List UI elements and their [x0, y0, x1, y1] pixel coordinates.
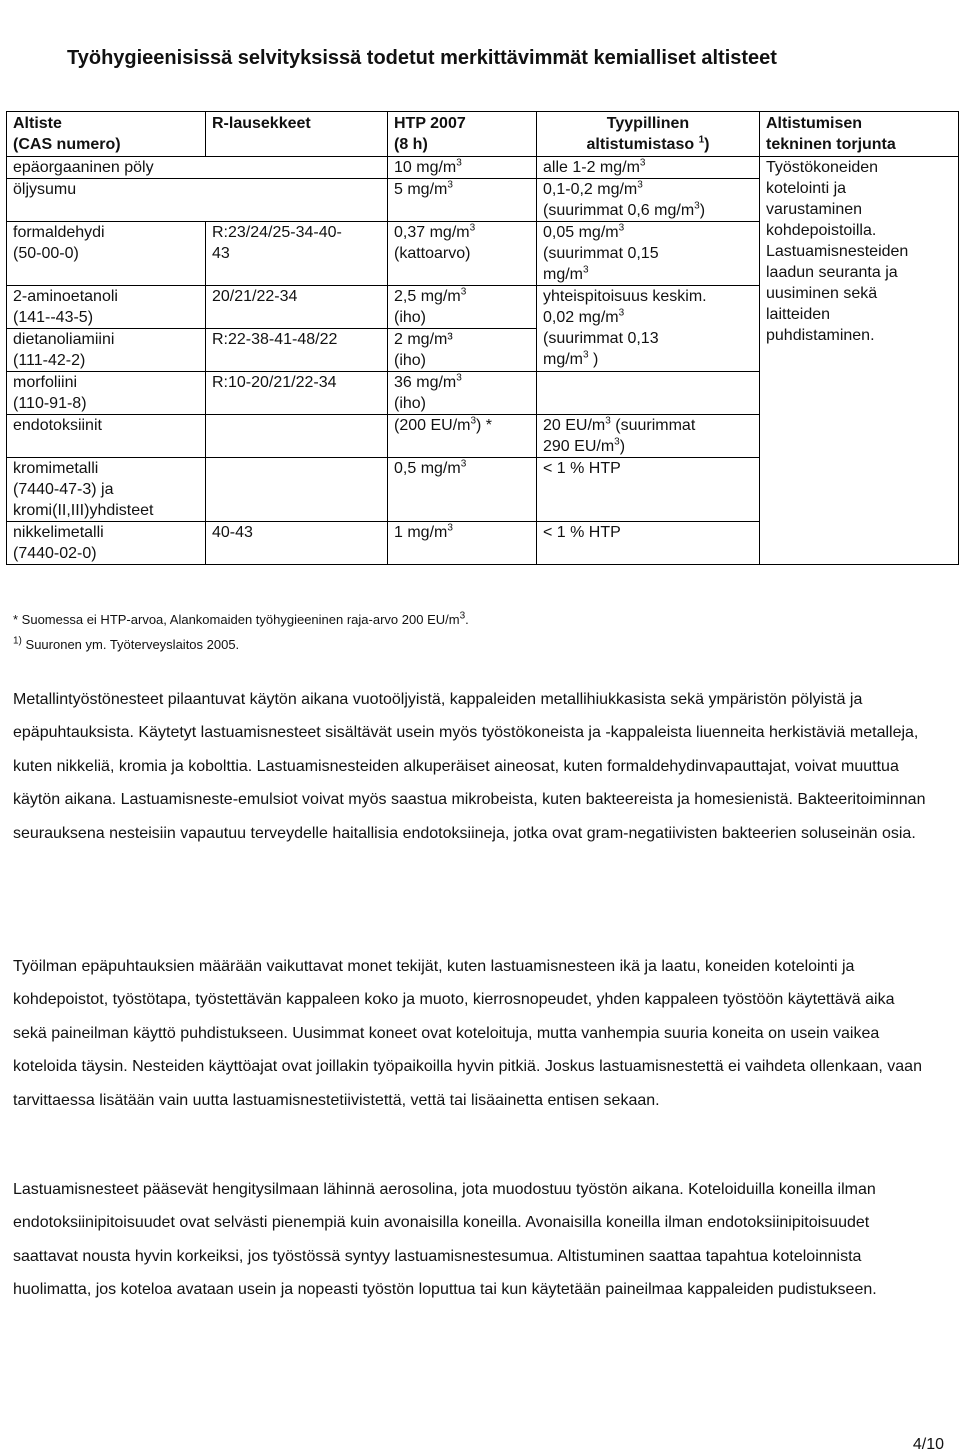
- typ-unit-exp: 3: [583, 349, 589, 361]
- header-altiste: [7, 112, 206, 157]
- header-tekn-line2: tekninen torjunta: [766, 136, 896, 153]
- header-cas-label: (CAS numero): [13, 136, 121, 153]
- typ-unit-exp: 3: [639, 157, 646, 169]
- torjunta-line: Lastuamisnesteiden: [766, 243, 909, 260]
- cell-typ: [537, 157, 760, 179]
- footnote-unit-exp: 3: [459, 610, 466, 622]
- exposure-table: [6, 111, 959, 565]
- cell-htp: [388, 222, 537, 286]
- typ-unit-exp: 3: [583, 264, 589, 276]
- cell-r: [206, 415, 388, 458]
- typ-value-max: (suurimmat 0,15: [543, 245, 659, 262]
- cell-r: [206, 522, 388, 565]
- cell-altiste: [7, 179, 388, 222]
- altiste-name: formaldehydi: [13, 224, 105, 241]
- page-title: Työhygieenisissä selvityksissä todetut merkittävimmät kemialliset altisteet: [67, 47, 777, 69]
- htp-unit-exp: 3: [460, 286, 467, 298]
- table-header-row: [7, 112, 959, 157]
- cell-altiste: [7, 372, 206, 415]
- htp-unit-exp: 3: [460, 458, 467, 470]
- torjunta-line: uusiminen sekä: [766, 285, 878, 302]
- cas-number: (111-42-2): [13, 352, 86, 369]
- typ-value: 0,05 mg/m: [543, 224, 619, 241]
- htp-unit-exp: 3: [469, 222, 476, 234]
- footnote-text: Suuronen ym. Työterveyslaitos 2005.: [21, 637, 240, 652]
- htp-note: (iho): [394, 395, 427, 412]
- typ-unit-exp: 3: [618, 307, 625, 319]
- typ-unit-exp: 3: [637, 179, 643, 191]
- cell-altiste: [7, 222, 206, 286]
- typ-value: 0,02 mg/m: [543, 309, 619, 326]
- cell-htp: [388, 372, 537, 415]
- table-row: [7, 157, 959, 179]
- table-footnotes: [13, 610, 469, 660]
- header-r-label: R-lausekkeet: [212, 115, 311, 132]
- cell-altiste: [7, 458, 206, 522]
- torjunta-line: laadun seuranta ja: [766, 264, 898, 281]
- header-typ-line1: Tyypillinen: [606, 115, 690, 132]
- typ-close: ): [699, 202, 706, 219]
- htp-value: 0,37 mg/m: [394, 224, 470, 241]
- torjunta-line: laitteiden: [766, 306, 831, 323]
- htp-unit-exp: 3: [456, 372, 462, 384]
- r-phrase: R:22-38-41-48/22: [212, 331, 338, 348]
- typ-unit-exp: 3: [694, 200, 700, 212]
- cell-typ: [537, 522, 760, 565]
- body-paragraph: Lastuamisnesteet pääsevät hengitysilmaan lähinnä aerosolina, jota muodostuu työstön aikana. Koteloiduilla koneilla ilman endotoksiinipitoisuudet ovat selvästi pienempiä kuin avonaisilla koneilla. Avonaisilla koneilla ilman endotoksiinipitoisuudet saattavat nousta hyvin korkeiksi, jos työstössä syntyy lastuamisnestesumua. Altistuminen saattaa tapahtua koteloinnista huolimatta, jos koteloa avataan usein ja nopeasti työstön loputtua tai kun käytetään paineilmaa kappaleiden pudistukseen.: [13, 1181, 877, 1299]
- cell-htp: [388, 458, 537, 522]
- altiste-name: öljysumu: [13, 181, 77, 198]
- cell-htp: [388, 286, 537, 329]
- body-paragraph: Työilman epäpuhtauksien määrään vaikuttavat monet tekijät, kuten lastuamisnesteen ikä ja laatu, koneiden kotelointi ja kohdepoistot, työstötapa, työstettävän kappaleen koko ja muoto, kierrosnopeudet, yhden kappaleen työstöön käytettävä aika sekä paineilman käyttö puhdistukseen. Uusimmat koneet ovat koteloituja, mutta vanhempia suuria koneita on usein vaikea koteloida täysin. Nesteiden käyttöajat ovat joillakin työpaikoilla hyvin pitkiä. Joskus lastuamisnestettä ei vaihdeta ollenkaan, vaan tarvittaessa lisätään vain uutta lastuamisnestetiivistettä, vettä tai lisäainetta entisen sekaan.: [13, 958, 922, 1109]
- typ-unit-exp: 3: [614, 436, 620, 448]
- header-htp-label: HTP 2007: [394, 115, 466, 132]
- cell-htp: [388, 157, 537, 179]
- typ-unit-exp: 3: [618, 222, 625, 234]
- cell-r: [206, 329, 388, 372]
- cell-r: [206, 458, 388, 522]
- torjunta-line: kohdepoistoilla.: [766, 222, 877, 239]
- footnote-text: * Suomessa ei HTP-arvoa, Alankomaiden työhygieeninen raja-arvo 200 EU/m: [13, 612, 460, 627]
- typ-value-max: 290 EU/m: [543, 438, 615, 455]
- header-torjunta: [760, 112, 959, 157]
- cell-altiste: [7, 157, 388, 179]
- typ-unit: mg/m: [543, 266, 583, 283]
- cas-number: (110-91-8): [13, 395, 87, 412]
- footnote-htp: [13, 610, 469, 629]
- cas-number: (50-00-0): [13, 245, 79, 262]
- cell-typ: [537, 222, 760, 286]
- altiste-name: epäorgaaninen pöly: [13, 159, 154, 176]
- typ-value: 0,1-0,2 mg/m: [543, 181, 638, 198]
- footnote-source: [13, 635, 469, 654]
- altiste-name: dietanoliamiini: [13, 331, 115, 348]
- htp-unit-exp: 3: [456, 157, 462, 169]
- typ-max-label: (suurimmat: [610, 417, 696, 434]
- footnote-marker: 1): [13, 635, 22, 647]
- r-phrase-cont: 43: [212, 245, 230, 262]
- cell-typ: [537, 458, 760, 522]
- htp-value: 10 mg/m: [394, 159, 457, 176]
- cas-number: (7440-47-3) ja: [13, 481, 114, 498]
- htp-note: (kattoarvo): [394, 245, 471, 262]
- cell-typ: [537, 415, 760, 458]
- cell-altiste: [7, 522, 206, 565]
- cell-r: [206, 372, 388, 415]
- r-phrase: 40-43: [212, 524, 253, 541]
- page-number: 4/10: [912, 1436, 944, 1453]
- typ-value: alle 1-2 mg/m: [543, 159, 640, 176]
- htp-footnote-mark: ) *: [476, 417, 493, 434]
- typ-combined-label: yhteispitoisuus keskim.: [543, 288, 707, 305]
- header-typ-close: ): [704, 136, 710, 153]
- r-phrase: R:10-20/21/22-34: [212, 374, 337, 391]
- htp-unit-exp: 3: [447, 179, 453, 191]
- header-htp-duration: (8 h): [394, 136, 428, 153]
- cell-typ: [537, 372, 760, 415]
- cell-typ-combined: [537, 286, 760, 372]
- r-phrase: 20/21/22-34: [212, 288, 298, 305]
- cell-altiste: [7, 415, 206, 458]
- cell-htp: [388, 179, 537, 222]
- typ-unit-exp: 3: [605, 415, 611, 427]
- torjunta-line: Työstökoneiden: [766, 159, 879, 176]
- altiste-name: 2-aminoetanoli: [13, 288, 118, 305]
- htp-value: 2 mg/m³: [394, 331, 453, 348]
- cas-number: (141--43-5): [13, 309, 94, 326]
- cell-altiste: [7, 286, 206, 329]
- cell-htp: [388, 329, 537, 372]
- typ-value-max: (suurimmat 0,6 mg/m: [543, 202, 695, 219]
- cell-r: [206, 222, 388, 286]
- typ-value: 20 EU/m: [543, 417, 606, 434]
- typ-close: ): [619, 438, 626, 455]
- cell-htp: [388, 415, 537, 458]
- typ-value: < 1 % HTP: [543, 524, 621, 541]
- htp-unit-exp: 3: [447, 522, 453, 534]
- cell-typ: [537, 179, 760, 222]
- htp-value: 1 mg/m: [394, 524, 448, 541]
- htp-note: (iho): [394, 352, 427, 369]
- htp-value: 5 mg/m: [394, 181, 448, 198]
- htp-value: (200 EU/m: [394, 417, 471, 434]
- htp-value: 0,5 mg/m: [394, 460, 461, 477]
- footnote-end: .: [465, 612, 469, 627]
- header-tekn-line1: Altistumisen: [766, 115, 863, 132]
- body-paragraph: Metallintyöstönesteet pilaantuvat käytön aikana vuotoöljyistä, kappaleiden metallihiukkasista sekä ympäristön pölyistä ja epäpuhtauksista. Käytetyt lastuamisnesteet sisältävät usein myös työstökoneista ja -kappaleista liuenneita herkistäviä metalleja, kuten nikkeliä, kromia ja kobolttia. Lastuamisnesteiden alkuperäiset aineosat, kuten formaldehydinvapauttajat, voivat muuttua käytön aikana. Lastuamisneste-emulsiot voivat myös saastua mikrobeista, kuten bakteereista ja homesienistä. Bakteeritoiminnan seurauksena nesteisiin vapautuu terveydelle haitallisia endotoksiineja, jotka ovat gram-negatiivisten bakteerien soluseinän osia.: [13, 691, 926, 842]
- htp-unit-exp: 3: [470, 415, 477, 427]
- altiste-name: endotoksiinit: [13, 417, 102, 434]
- header-tyypillinen: [537, 112, 760, 157]
- typ-value-max: (suurimmat 0,13: [543, 330, 659, 347]
- header-htp: [388, 112, 537, 157]
- header-typ-line2: altistumistaso: [586, 136, 699, 153]
- altiste-name-cont: kromi(II,III)yhdisteet: [13, 502, 154, 519]
- altiste-name: nikkelimetalli: [13, 524, 104, 541]
- torjunta-line: puhdistaminen.: [766, 327, 875, 344]
- cell-htp: [388, 522, 537, 565]
- altiste-name: kromimetalli: [13, 460, 99, 477]
- torjunta-line: kotelointi ja: [766, 180, 847, 197]
- altiste-name: morfoliini: [13, 374, 78, 391]
- cas-number: (7440-02-0): [13, 545, 97, 562]
- header-typ-footnote-ref: 1: [698, 134, 705, 146]
- htp-note: (iho): [394, 309, 427, 326]
- header-r-lausekkeet: [206, 112, 388, 157]
- r-phrase: R:23/24/25-34-40-: [212, 224, 342, 241]
- header-altiste-label: Altiste: [13, 115, 62, 132]
- typ-unit: mg/m: [543, 351, 583, 368]
- cell-altiste: [7, 329, 206, 372]
- typ-value: < 1 % HTP: [543, 460, 621, 477]
- cell-torjunta: [760, 157, 959, 565]
- exposure-table-wrapper: [6, 111, 958, 565]
- torjunta-line: varustaminen: [766, 201, 863, 218]
- typ-close: ): [588, 351, 599, 368]
- cell-r: [206, 286, 388, 329]
- htp-value: 36 mg/m: [394, 374, 457, 391]
- htp-value: 2,5 mg/m: [394, 288, 461, 305]
